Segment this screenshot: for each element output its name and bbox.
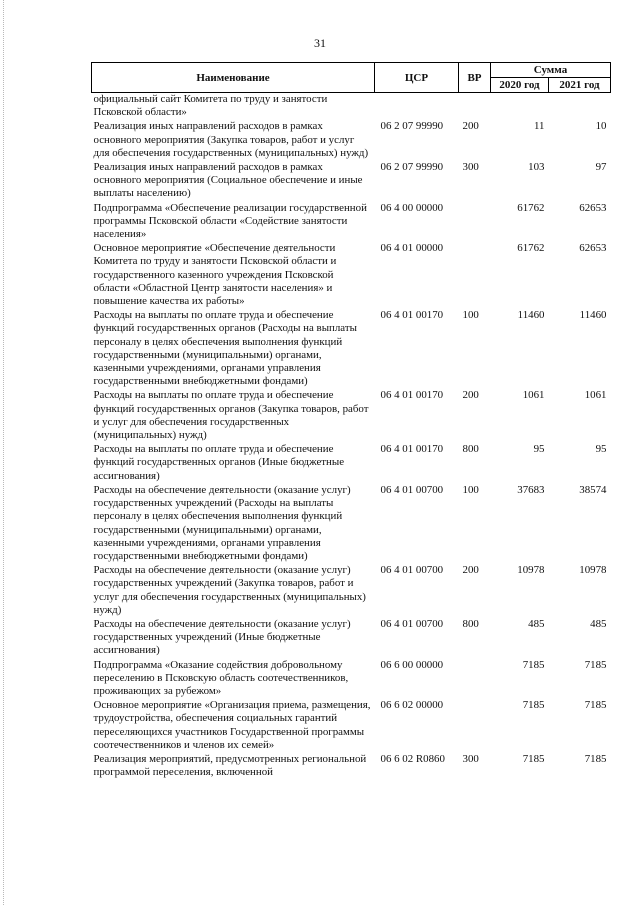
row-sum-2020: 61762 (517, 242, 545, 255)
row-vr (459, 659, 491, 700)
row-csr: 06 4 01 00700 (380, 564, 444, 577)
row-name: Подпрограмма «Обеспечение реализации государственной программы Псковской области «Содействие занятости населения» (93, 201, 367, 241)
row-sum-2020: 7185 (522, 699, 545, 712)
header-sum: Сумма (491, 63, 611, 78)
row-csr: 06 4 01 00700 (380, 483, 444, 496)
table-row (92, 389, 611, 443)
row-name: Основное мероприятие «Обеспечение деятельности Комитета по труду и занятости Псковской области и государственного казенного учреждения Псковской области «Областной Центр занятости населения» и повышение качества их работы» (93, 242, 337, 308)
row-sum-2021: 11460 (579, 309, 607, 322)
row-csr: 06 2 07 99990 (380, 120, 444, 133)
table-row (92, 309, 611, 389)
row-name: официальный сайт Комитета по труду и занятости Псковской области» (93, 93, 328, 119)
row-sum-2021: 62653 (579, 242, 607, 255)
table-row (92, 564, 611, 618)
row-vr (459, 699, 491, 753)
table-row (92, 753, 611, 780)
row-name: Реализация иных направлений расходов в рамках основного мероприятия (Закупка товаров, работ и услуг для обеспечения государственных (муниципальных) нужд) (93, 120, 369, 159)
row-vr: 800 (462, 443, 479, 456)
row-csr: 06 6 02 00000 (380, 699, 444, 712)
table-row (92, 699, 611, 753)
row-sum-2021: 97 (595, 161, 607, 174)
table-header (92, 63, 611, 93)
budget-table (91, 62, 611, 780)
row-name: Подпрограмма «Оказание содействия добровольному переселению в Псковскую область соотечественников, проживающих за рубежом» (93, 658, 349, 697)
table-row (92, 484, 611, 564)
row-vr (459, 202, 491, 243)
row-vr: 100 (462, 483, 479, 496)
row-sum-2020: 1061 (522, 389, 545, 402)
row-sum-2021: 1061 (584, 389, 607, 402)
row-name: Реализация иных направлений расходов в рамках основного мероприятия (Социальное обеспечение и иные выплаты населению) (93, 161, 363, 200)
row-csr: 06 4 00 00000 (380, 201, 444, 214)
row-name: Расходы на обеспечение деятельности (оказание услуг) государственных учреждений (Закупка товаров, работ и услуг для обеспечения государственных (муниципальных) нужд) (93, 564, 366, 616)
header-year-2021: 2021 год (549, 78, 611, 93)
row-sum-2020 (491, 93, 549, 121)
row-sum-2021: 10 (595, 120, 607, 133)
header-csr: ЦСР (375, 63, 459, 93)
table-row (92, 161, 611, 202)
row-sum-2020: 10978 (517, 564, 545, 577)
row-csr: 06 4 01 00000 (380, 242, 444, 255)
row-sum-2020: 11460 (517, 309, 545, 322)
row-vr (459, 93, 491, 121)
row-sum-2021: 7185 (584, 658, 607, 671)
row-vr (459, 242, 491, 309)
row-sum-2021: 38574 (579, 483, 607, 496)
row-sum-2020: 37683 (517, 483, 545, 496)
row-sum-2020: 485 (528, 617, 545, 630)
header-name: Наименование (92, 63, 375, 93)
row-name: Расходы на выплаты по оплате труда и обеспечение функций государственных органов (Расходы на выплаты персоналу в целях обеспечения выполнения функций государственными (муниципальными) органами, казенными учреждениями, органами управления государственными внебюджетными фондами) (93, 309, 357, 388)
row-name: Расходы на обеспечение деятельности (оказание услуг) государственных учреждений (Иные бюджетные ассигнования) (93, 617, 351, 657)
table-row (92, 443, 611, 484)
row-sum-2021: 95 (595, 443, 607, 456)
row-sum-2021: 7185 (584, 752, 607, 765)
table-body (92, 93, 611, 781)
row-vr: 200 (462, 564, 479, 577)
row-sum-2020: 7185 (522, 752, 545, 765)
header-vr: ВР (459, 63, 491, 93)
table-row (92, 120, 611, 161)
page-number: 31 (314, 36, 326, 50)
row-csr: 06 4 01 00170 (380, 389, 444, 402)
row-sum-2021: 485 (590, 617, 607, 630)
row-name: Расходы на выплаты по оплате труда и обеспечение функций государственных органов (Закупка товаров, работ и услуг для обеспечения государственных (муниципальных) нужд) (93, 389, 369, 442)
row-sum-2020: 95 (533, 443, 545, 456)
row-vr: 200 (462, 120, 479, 133)
table-row (92, 202, 611, 243)
row-csr: 06 6 02 R0860 (380, 752, 445, 765)
row-sum-2020: 11 (534, 120, 545, 133)
table-row (92, 659, 611, 700)
row-name: Реализация мероприятий, предусмотренных региональной программой переселения, включенной (93, 752, 367, 779)
row-csr: 06 2 07 99990 (380, 161, 444, 174)
row-sum-2021: 62653 (579, 201, 607, 214)
row-sum-2021: 7185 (584, 699, 607, 712)
row-csr: 06 6 00 00000 (380, 658, 444, 671)
header-year-2020: 2020 год (491, 78, 549, 93)
row-sum-2021: 10978 (579, 564, 607, 577)
row-csr: 06 4 01 00170 (380, 309, 444, 322)
row-sum-2020: 103 (528, 161, 545, 174)
row-sum-2021 (549, 93, 611, 121)
row-sum-2020: 7185 (522, 658, 545, 671)
row-name: Расходы на выплаты по оплате труда и обеспечение функций государственных органов (Иные бюджетные ассигнования) (93, 443, 345, 482)
row-csr (375, 93, 459, 121)
row-vr: 100 (462, 309, 479, 322)
row-csr: 06 4 01 00700 (380, 617, 444, 630)
row-vr: 300 (462, 161, 479, 174)
table-row (92, 618, 611, 659)
row-name: Расходы на обеспечение деятельности (оказание услуг) государственных учреждений (Расходы на выплаты персоналу в целях обеспечения выполнения функций государственными (муниципальными) органами, казенными учреждениями, органами управления государственными внебюджетными фондами) (93, 483, 351, 562)
row-vr: 800 (462, 617, 479, 630)
row-csr: 06 4 01 00170 (380, 443, 444, 456)
table-row (92, 93, 611, 121)
row-name: Основное мероприятие «Организация приема, размещения, трудоустройства, обеспечения социальных гарантий переселяющихся участников Государственной программы соотечественников и членов их семей» (93, 699, 371, 751)
row-vr: 200 (462, 389, 479, 402)
row-sum-2020: 61762 (517, 201, 545, 214)
row-vr: 300 (462, 752, 479, 765)
scan-edge (3, 0, 6, 905)
table-row (92, 242, 611, 309)
